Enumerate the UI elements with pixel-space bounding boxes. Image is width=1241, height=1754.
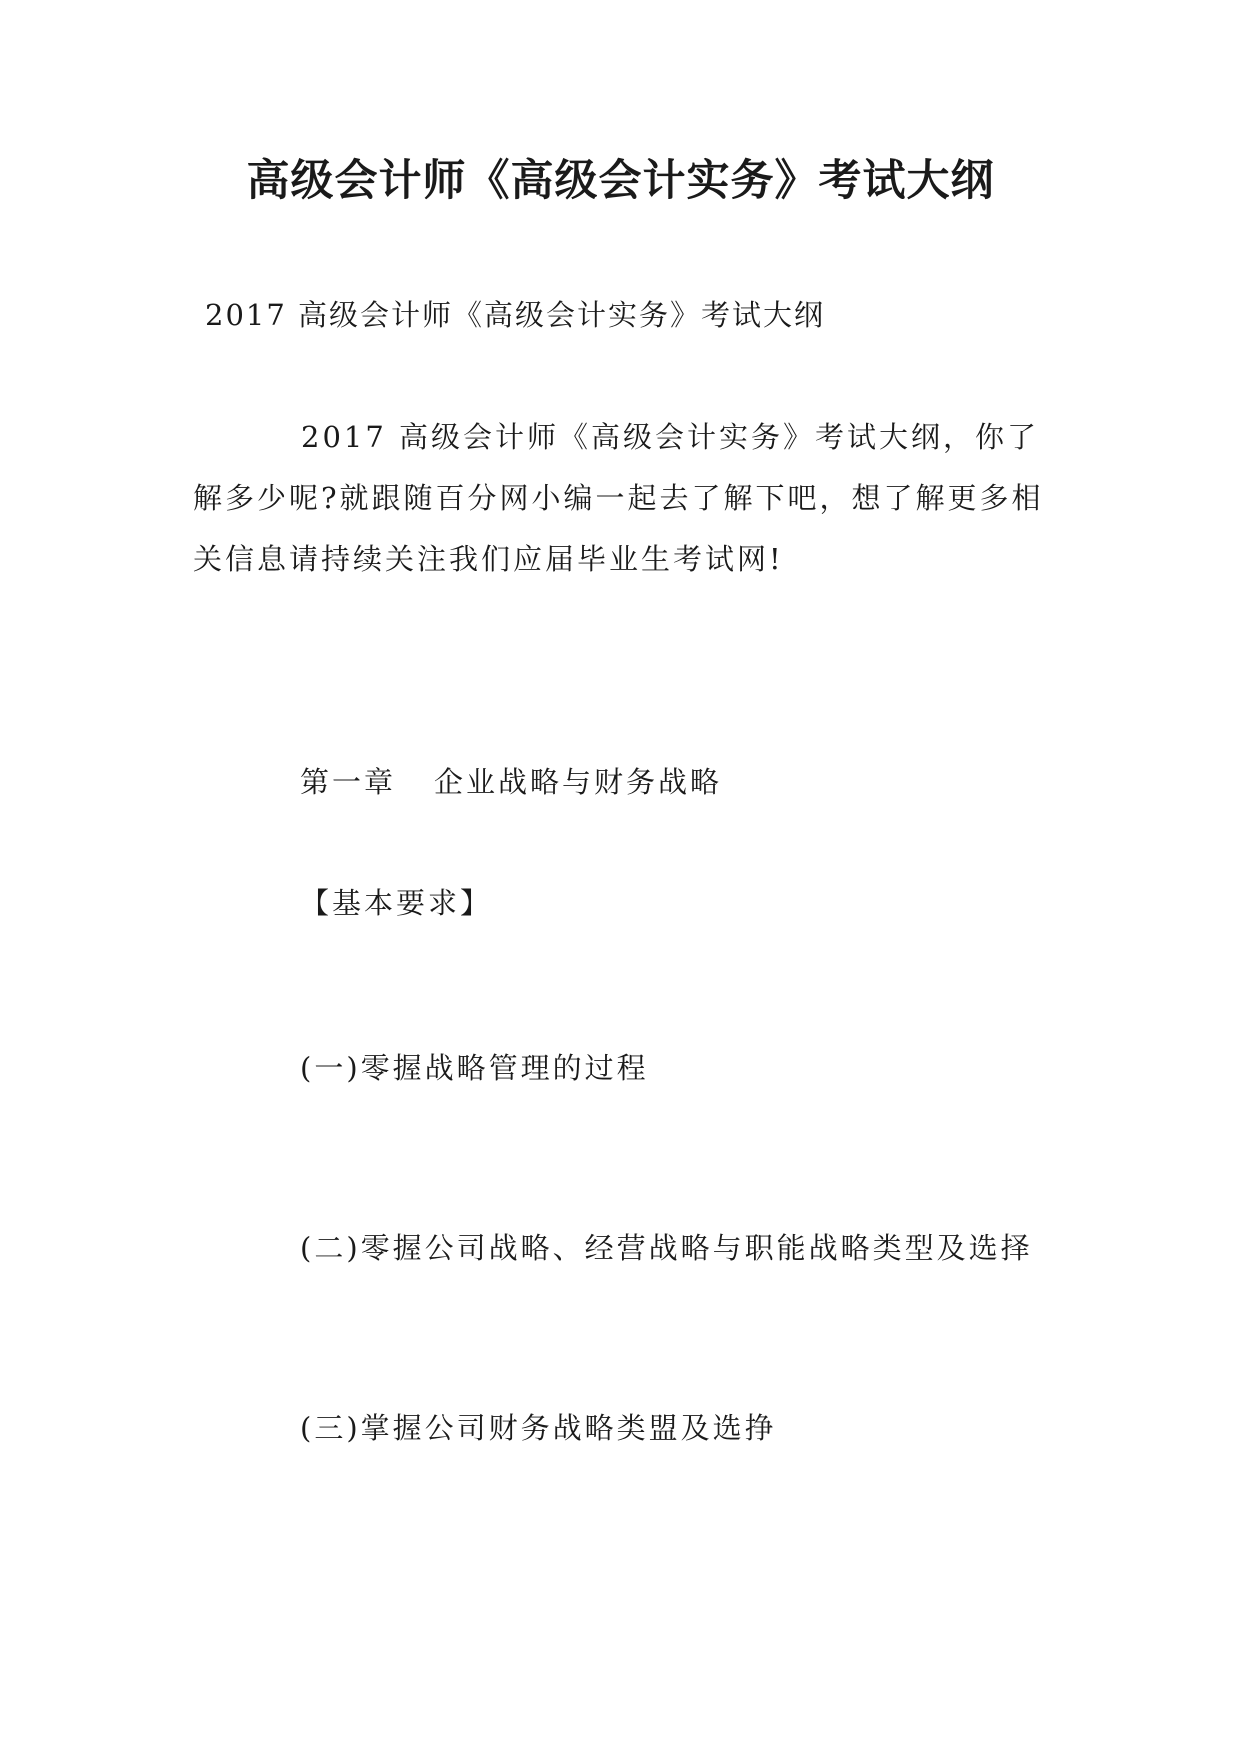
- chapter-number: 第一章: [300, 765, 397, 799]
- requirement-item: (一)零握战略管理的过程: [300, 1051, 649, 1085]
- intro-paragraph: 2017 高级会计师《高级会计实务》考试大纲，你了解多少呢?就跟随百分网小编一起去了解下吧，想了解更多相关信息请持续关注我们应届毕业生考试网!: [193, 420, 1044, 576]
- chapter-heading: [300, 762, 722, 802]
- chapter-name: 企业战略与财务战略: [434, 765, 723, 799]
- document-subtitle: 2017 高级会计师《高级会计实务》考试大纲: [205, 298, 826, 332]
- requirement-item: (二)零握公司战略、经营战略与职能战略类型及选择: [300, 1231, 1033, 1265]
- document-title: 高级会计师《高级会计实务》考试大纲: [246, 156, 995, 206]
- requirement-item: (三)掌握公司财务战略类盟及选挣: [300, 1411, 777, 1445]
- section-heading: 【基本要求】: [300, 886, 493, 920]
